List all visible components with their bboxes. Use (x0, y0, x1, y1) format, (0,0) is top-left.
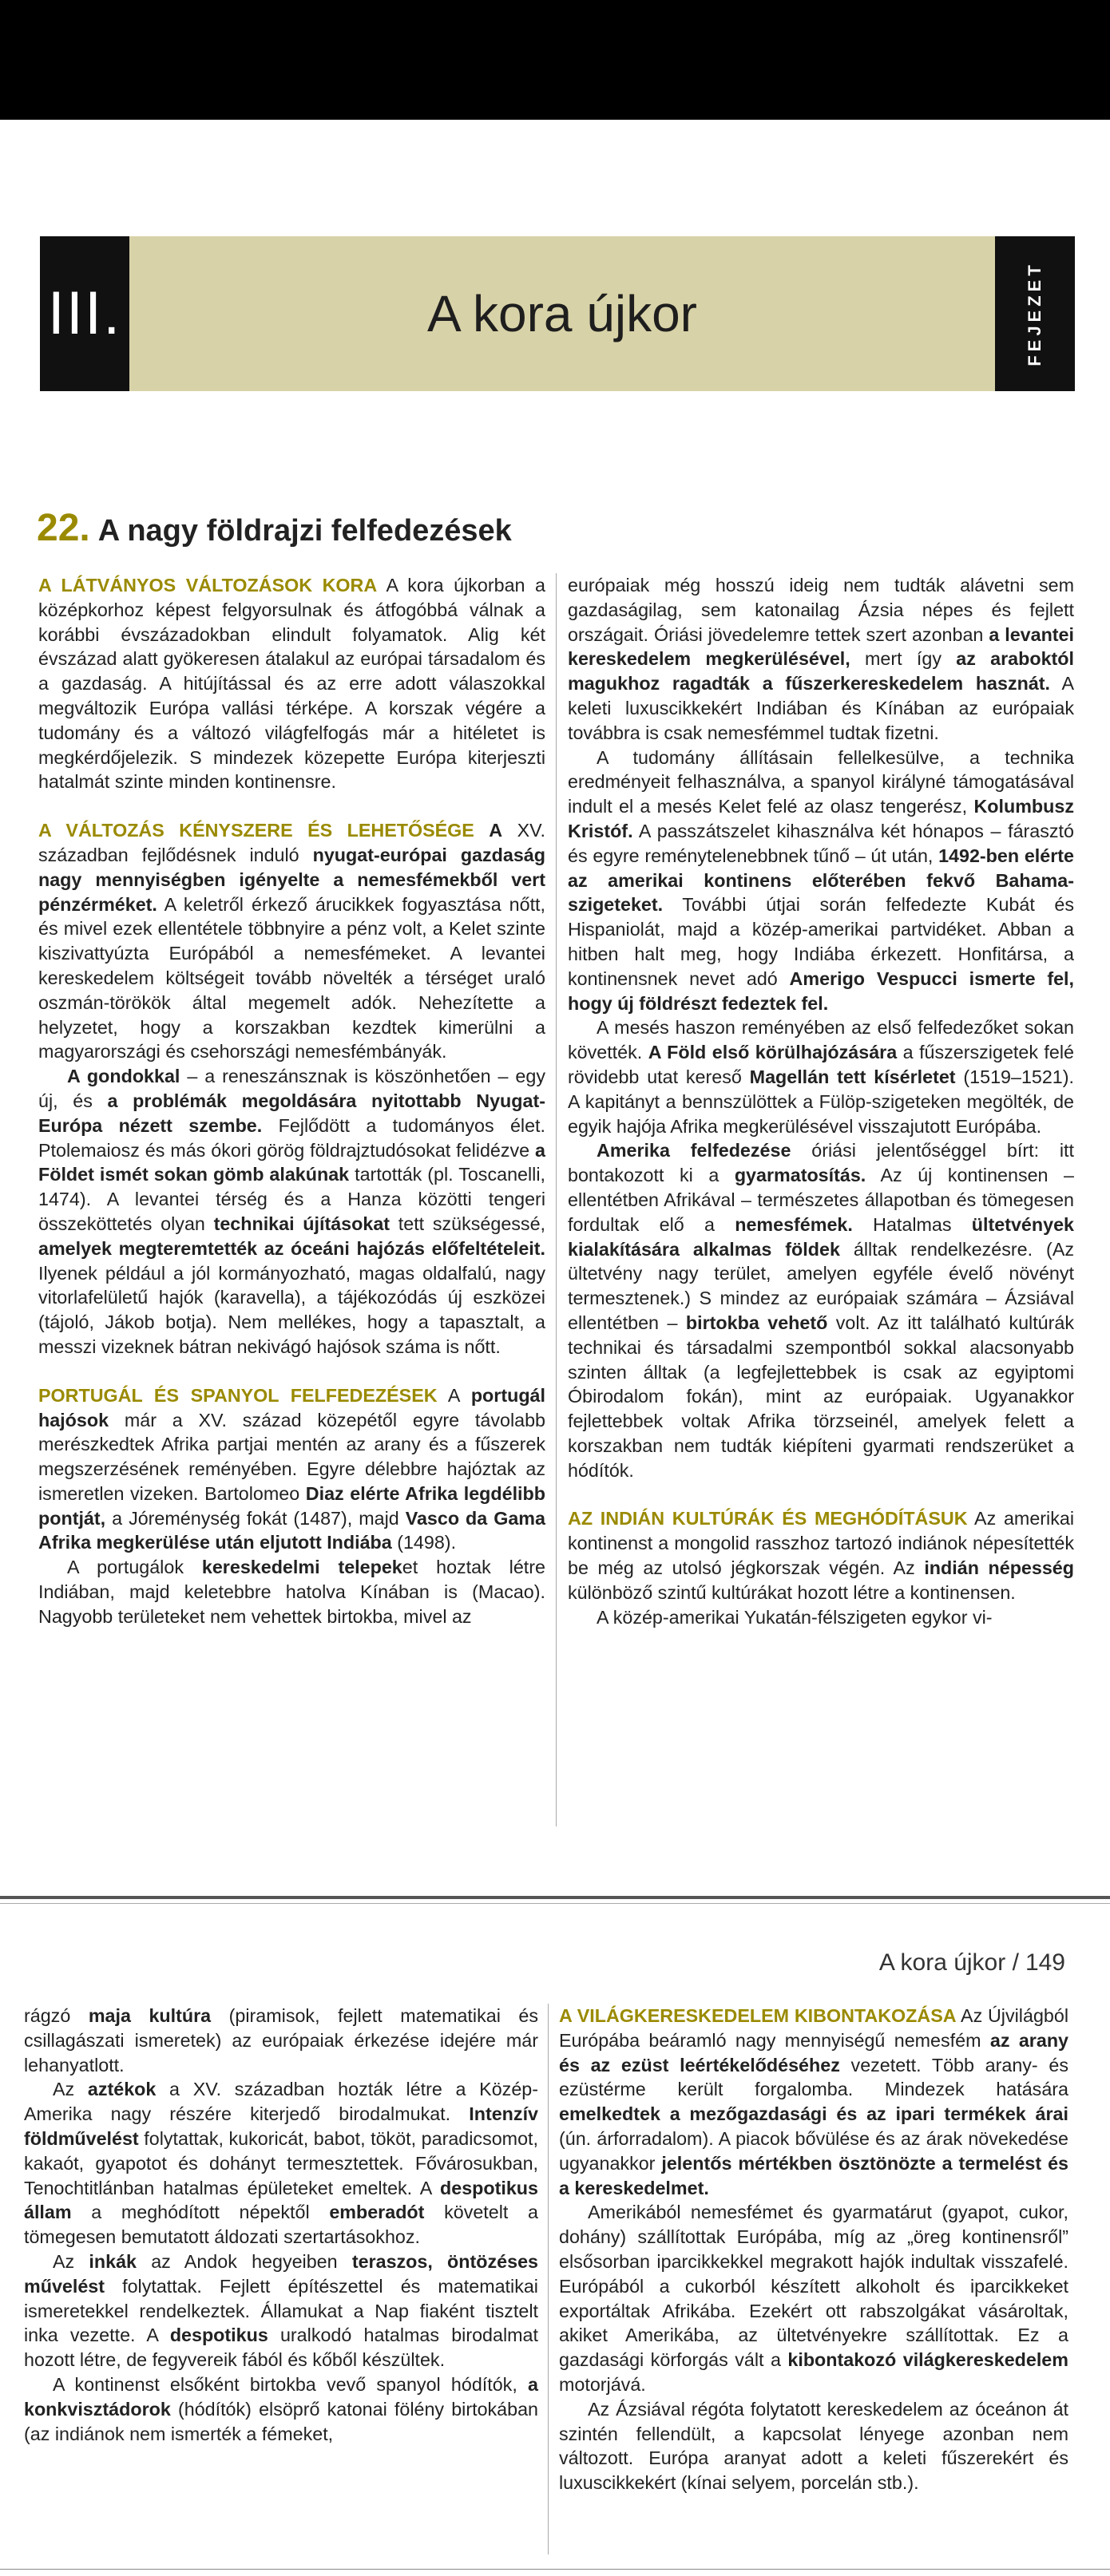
page-separator (0, 1896, 1110, 1899)
page-separator-thin (0, 1903, 1110, 1904)
paragraph: Amerikából nemesfémet és gyarmatárut (gyapot, cukor, dohány) szállítottak Európába, míg az „öreg kontinensről” elsősorban iparcikkekkel megrakott hajók indultak visszafelé. Európából a cukorból készített alkoholt és iparcikkeket exportáltak Afrikába. Ezekért ott rabszolgákat vásároltak, akiket Amerikába, az ültetvényekre szállítottak. Ez a gazdasági körforgás vált a kibontakozó világkereskedelem motorjává. (559, 2202, 1068, 2395)
paragraph: európaiak még hosszú ideig nem tudták alávetni sem gazdaságilag, sem katonailag Ázsia népes és fejlett országait. Óriási jövedelemre tettek szert azonban a levantei kereskedelem megkerülésével, mert így az araboktól magukhoz ragadták a fűszerkereskedelem hasznát. A keleti luxuscikkekért Indiában és Kínában az európaiak továbbra is csak nemesfémmel tudtak fizetni. (568, 575, 1075, 743)
running-header-separator: / (1012, 1949, 1019, 1976)
paragraph: Az Ázsiával régóta folytatott kereskedelem az óceánon át szintén fellendült, a kapcsolat lényege azonban nem változott. Európa aranyat adott a keleti fűszerekért és luxuscikkekért (kínai selyem, porcelán stb.). (559, 2398, 1068, 2494)
paragraph: A VÁLTOZÁS KÉNYSZERE ÉS LEHETŐSÉGE A XV. században fejlődésnek induló nyugat-európai gazdaság nagy mennyiségben igényelte a nemesfémekből vert pénzérméket. A keletről érkező árucikkek fogyasztása nőtt, és mivel ezek ellentétele többnyire a pénz volt, a Kelet szinte kiszivattyúzta Európából a nemesfémeket. A levantei kereskedelem költségeit tovább növelték a térséget uraló oszmán-törökök által megemelt adók. Nehezítette a helyzetet, hogy a korszakban kezdtek kimerülni a magyarországi és csehországi nemesfémbányák. (38, 820, 545, 1062)
paragraph: A gondokkal – a reneszánsznak is köszönhetően – egy új, és a problémák megoldására nyitottabb Nyugat-Európa nézett szembe. Fejlődött a tudományos élet. Ptolemaiosz és más ókori görög földrajztudósokat felidézve a Földet ismét sokan gömb alakúnak tartották (pl. Toscanelli, 1474). A levantei térség és a Hanza közötti tengeri összeköttetés olyan technikai újításokat tett szükségessé, amelyek megteremtették az óceáni hajózás előfeltételeit. Ilyenek például a jól kormányozható, magas oldalfalú, nagy vitorlafelületű hajók (karavella), a tájékozódás új eszközei (tájoló, Jákob botja). Nem mellékes, hogy a tapasztalt, a messzi vizeknek bátran nekivágó hajósok száma is nőtt. (38, 1066, 546, 1357)
paragraph: A LÁTVÁNYOS VÁLTOZÁSOK KORA A kora újkorban a középkorhoz képest felgyorsulnak és átfogóbbá válnak a korábbi évszázadokban elindult folyamatok. Alig két évszázad alatt gyökeresen átalakul az európai társadalom és a gazdaság. A hitújítással és az erre adott válaszokkal megváltozik Európa vallási térképe. A korszak végére a tudomány és a változó világfelfogás már a hitéletet is megkérdőjelezik. S mindezek közepette Európa kiterjeszti hatalmát szinte minden kontinensre. (38, 575, 545, 793)
text-column-1 (38, 573, 545, 1629)
text-column-2 (568, 573, 1074, 1629)
paragraph: A tudomány állításain fellelkesülve, a technika eredményeit felhasználva, a spanyol királyné támogatásával indult el a mesés Kelet felé az olasz tengerész, Kolumbusz Kristóf. A passzátszelet kihasználva két hónapos – fárasztó és egyre reménytelenebbnek tűnő – út után, 1492-ben elérte az amerikai kontinens előterében fekvő Bahama-szigeteket. További útjai során felfedezte Kubát és Hispaniolát, majd a közép-amerikai partvidéket. Abban a hitben halt meg, hogy Indiába érkezett. Honfitársa, a kontinensnek nevet adó Amerigo Vespucci ismerte fel, hogy új földrészt fedeztek fel. (568, 746, 1074, 1014)
running-header-title: A kora újkor (878, 1949, 1006, 1976)
chapter-number: III. (40, 236, 129, 391)
paragraph: AZ INDIÁN KULTÚRÁK ÉS MEGHÓDÍTÁSUK Az amerikai kontinenst a mongolid rasszhoz tartozó indiánok népesítették be még az utolsó jégkorszak végén. Az indián népesség különböző szintű kultúrákat hozott létre a kontinensen. (568, 1508, 1074, 1603)
chapter-tag (995, 236, 1075, 391)
text-column-4 (559, 2004, 1068, 2495)
paragraph: A kontinenst elsőként birtokba vevő spanyol hódítók, a konkvisztádorok (hódítók) elsöprő katonai fölény birtokában (az indiánok nem ismerték a fémeket, (24, 2373, 538, 2444)
section-title (37, 506, 512, 550)
column-divider (548, 2004, 549, 2554)
column-divider (556, 573, 557, 1826)
chapter-title: A kora újkor (427, 285, 697, 342)
paragraph: A közép-amerikai Yukatán-félszigeten egykor vi- (597, 1606, 993, 1628)
top-black-bar (0, 0, 1110, 120)
chapter-banner (40, 236, 1075, 391)
paragraph: PORTUGÁL ÉS SPANYOL FELFEDEZÉSEK A portugál hajósok már a XV. század közepétől egyre távolabb merészkedtek Afrika partjai mentén az arany és a fűszerek megszerzésének reményében. Egyre délebbre hajóztak az ismeretlen vizeken. Bartolomeo Diaz elérte Afrika legdélibb pontját, a Jóreménység fokát (1487), majd Vasco da Gama Afrika megkerülése után eljutott Indiába (1498). (38, 1384, 545, 1553)
paragraph: Amerika felfedezése óriási jelentőséggel bírt: itt bontakozott ki a gyarmatosítás. Az új kontinensen – ellentétben Afrikával – természetes állapotban és tömegesen fordultak elő a nemesfémek. Hatalmas ültetvények kialakítására alkalmas földek álltak rendelkezésre. (Az ültetvény nagy terület, amelyen egyféle évelő növényt termesztenek.) S mindez az európaiak számára – Ázsiával ellentétben – birtokba vehető volt. Az itt található kultúrák technikai és társadalmi szempontból sokkal alacsonyabb szinten álltak (a legfejlettebbek is csak az egyiptomi Óbirodalom fokán), mint az európaiak. Ugyanakkor fejlettebbek voltak Afrika törzseinél, amelyek felett a korszakban nem tudták kiépíteni gyarmati rendszerüket a hódítók. (568, 1140, 1075, 1481)
chapter-tag-label: FEJEZET (1025, 261, 1045, 366)
paragraph: A mesés haszon reményében az első felfedezőket sokan követték. A Föld első körülhajózására a fűszerszigetek felé rövidebb utat kereső Magellán tett kísérletet (1519–1521). A kapitányt a bennszülöttek a Fülöp-szigeteken megölték, de egyik hajója Afrika megkerülésével visszajutott Európába. (568, 1017, 1074, 1137)
paragraph: A VILÁGKERESKEDELEM KIBONTAKOZÁSA Az Újvilágból Európába beáramló nagy mennyiségű nemesfém az arany és az ezüst leértékelődéséhez vezetett. Több arany- és ezüstérme került forgalomba. Mindezek hatására emelkedtek a mezőgazdasági és az ipari termékek árai (ún. árforradalom). A piacok bővülése és az árak növekedése ugyanakkor jelentős mértékben ösztönözte a termelést és a kereskedelmet. (559, 2005, 1069, 2198)
bottom-rule (0, 2569, 1110, 2570)
section-title-text: A nagy földrajzi felfedezések (97, 514, 512, 548)
page-number: 149 (1025, 1949, 1065, 1976)
paragraph: A portugálok kereskedelmi telepeket hoztak létre Indiában, majd keletebbre hatolva Kínában is (Macao). Nagyobb területeket nem vehettek birtokba, mivel az (38, 1557, 545, 1627)
paragraph: rágzó maja kultúra (piramisok, fejlett matematikai és csillagászati ismeretek) az európaiak érkezése idejére már lehanyatlott. (24, 2005, 538, 2075)
paragraph: Az inkák az Andok hegyeiben teraszos, öntözéses művelést folytattak. Fejlett építészettel és matematikai ismeretekkel rendelkeztek. Államukat a Nap fiaként tisztelt inka vezette. A despotikus uralkodó hatalmas birodalmat hozott létre, de fegyvereik fából és kőből készültek. (24, 2250, 538, 2371)
text-column-3 (24, 2004, 538, 2446)
paragraph: Az aztékok a XV. században hozták létre a Közép-Amerika nagy részére kiterjedő birodalmukat. Intenzív földművelést folytattak, kukoricát, babot, tököt, paradicsomot, kakaót, gyapotot és dohányt termesztettek. Fővárosukban, Tenochtitlánban hatalmas épületeket emeltek. A despotikus állam a meghódított népektől emberadót követelt a tömegesen bemutatott áldozati szertartásokhoz. (24, 2079, 538, 2248)
section-number: 22. (37, 507, 90, 549)
running-header (879, 1949, 1065, 1977)
